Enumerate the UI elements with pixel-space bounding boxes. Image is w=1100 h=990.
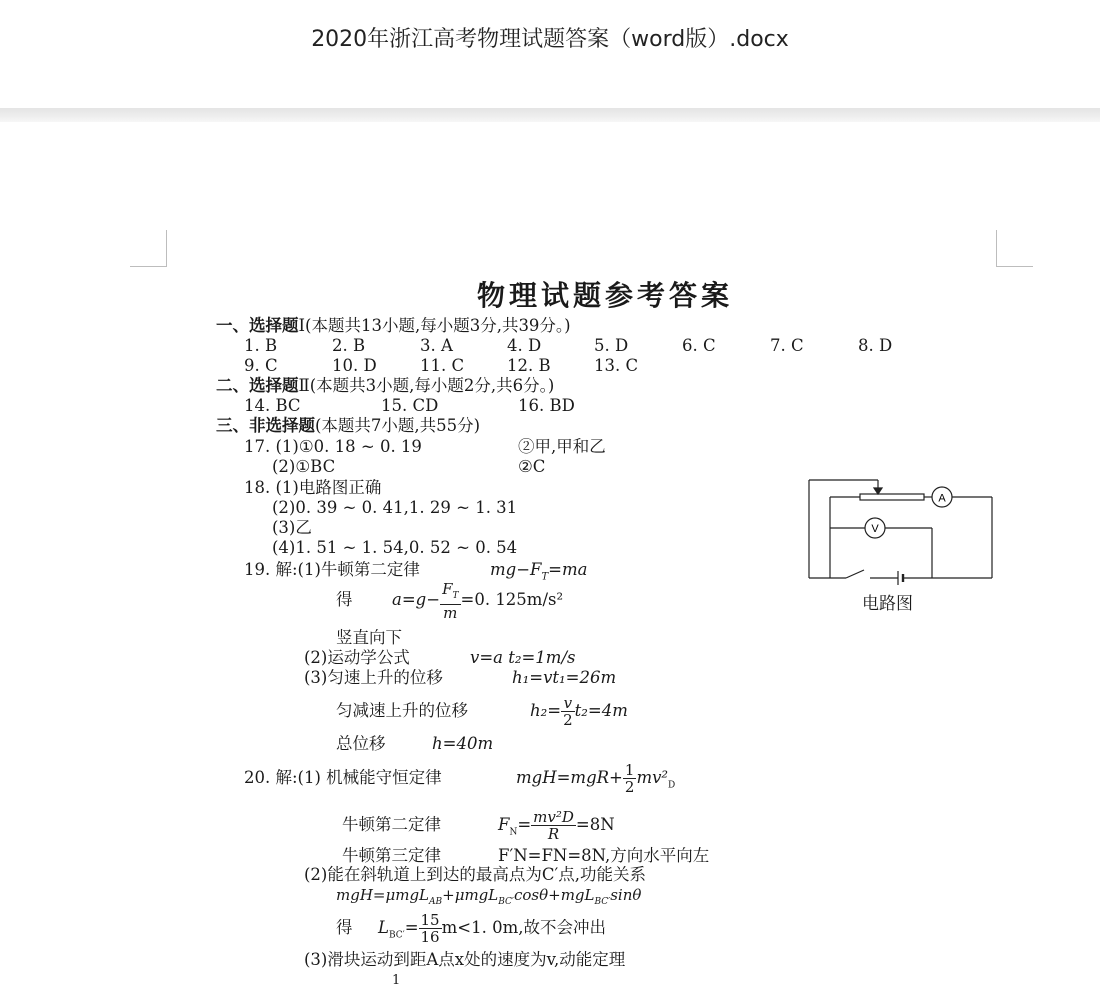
answer-3: 3. A: [420, 336, 453, 355]
answer-6: 6. C: [682, 336, 716, 355]
q19-equation-3: h₁=vt₁=26m: [512, 668, 617, 687]
q19-equation-1: $mg-F_T=ma$: [490, 560, 588, 583]
answer-2: 2. B: [332, 336, 366, 355]
q20-line-4: (2)能在斜轨道上到达的最高点为C′点,功能关系: [304, 865, 646, 884]
q18-line-2: (2)0. 39 ~ 0. 41,1. 29 ~ 1. 31: [272, 498, 518, 517]
q17-line-2: (2)①BC: [272, 457, 336, 476]
answer-9: 9. C: [244, 356, 278, 375]
q20-line-5: mgH=μmgL$_{AB}$+μmgL$_{BC'}$cosθ+mgL$_{BC'}$sinθ: [336, 886, 642, 907]
q19-line-5: 总位移: [336, 734, 386, 753]
q19-fraction: $\frac{F_T}{m}$: [442, 579, 459, 622]
answer-14: 14. BC: [244, 396, 301, 415]
rheostat-icon: [860, 494, 924, 500]
file-title: 2020年浙江高考物理试题答案（word版）.docx: [311, 27, 789, 52]
q18-line-3: (3)乙: [272, 518, 312, 537]
voltmeter-label: V: [871, 523, 879, 535]
answer-13: 13. C: [594, 356, 639, 375]
answer-7: 7. C: [770, 336, 804, 355]
q17-line-1b: ②甲,甲和乙: [518, 437, 606, 456]
q19-line-4: 匀减速上升的位移: [336, 701, 468, 720]
answer-1: 1. B: [244, 336, 278, 355]
q17-line-2b: ②C: [518, 457, 546, 476]
q20-line-7: (3)滑块运动到距A点x处的速度为v,动能定理: [304, 950, 626, 969]
circuit-diagram: [800, 470, 1000, 586]
q19-line-3: (3)匀速上升的位移: [304, 668, 443, 687]
answer-8: 8. D: [858, 336, 893, 355]
q19-equation-2: v=a t₂=1m/s: [470, 648, 576, 667]
section-3-heading: 三、非选择题(本题共7小题,共55分): [216, 416, 481, 435]
q19-line-2: (2)运动学公式: [304, 648, 410, 667]
q20-line-6: $L_{BC'}=$ $\frac{15}{16}$ m<1. 0m,故不会冲出: [378, 911, 606, 946]
rheostat-slider-icon: [874, 488, 882, 494]
section-2-heading: 二、选择题Ⅱ(本题共3小题,每小题2分,共6分。): [216, 376, 555, 395]
q19-equation-a: a=g− $\frac{F_T}{m}$ =0. 125m/s²: [392, 579, 564, 622]
ammeter-label: A: [938, 492, 946, 505]
answer-15: 15. CD: [381, 396, 439, 415]
q20-line-1: 20. 解:(1) 机械能守恒定律: [244, 768, 442, 787]
answer-5: 5. D: [594, 336, 629, 355]
answer-16: 16. BD: [518, 396, 575, 415]
q19-line-1: 19. 解:(1)牛顿第二定律: [244, 560, 420, 579]
q20-line-2: 牛顿第二定律: [342, 815, 441, 834]
answer-11: 11. C: [420, 356, 465, 375]
answer-12: 12. B: [507, 356, 551, 375]
q19-equation-5: h=40m: [432, 734, 494, 753]
answer-4: 4. D: [507, 336, 542, 355]
circuit-caption: 电路图: [862, 594, 913, 614]
q20-equation-3: F′N=FN=8N,方向水平向左: [498, 846, 710, 865]
q20-de: 得: [336, 918, 353, 937]
document-heading: 物理试题参考答案: [476, 279, 733, 312]
q19-de: 得: [336, 590, 353, 609]
section-1-heading: 一、选择题I(本题共13小题,每小题3分,共39分。): [216, 316, 571, 335]
q19-direction: 竖直向下: [336, 628, 402, 647]
switch-icon: [846, 570, 864, 578]
q17-line-1: 17. (1)①0. 18 ~ 0. 19: [244, 437, 422, 456]
q18-line-1: 18. (1)电路图正确: [244, 478, 382, 497]
q18-line-4: (4)1. 51 ~ 1. 54,0. 52 ~ 0. 54: [272, 538, 518, 557]
q20-line-3: 牛顿第三定律: [342, 846, 441, 865]
q20-equation-2: $F_N=$ $\frac{\text{mv²D}}{R}$ =8N: [498, 808, 615, 843]
q20-fraction-cut: 1: [392, 973, 401, 988]
answer-10: 10. D: [332, 356, 377, 375]
q19-equation-4: h₂= $\frac{v}{2}$ t₂=4m: [530, 694, 628, 729]
q20-equation-1: mgH=mgR+ $\frac{1}{2}$ $mv^2_D$: [516, 761, 676, 796]
